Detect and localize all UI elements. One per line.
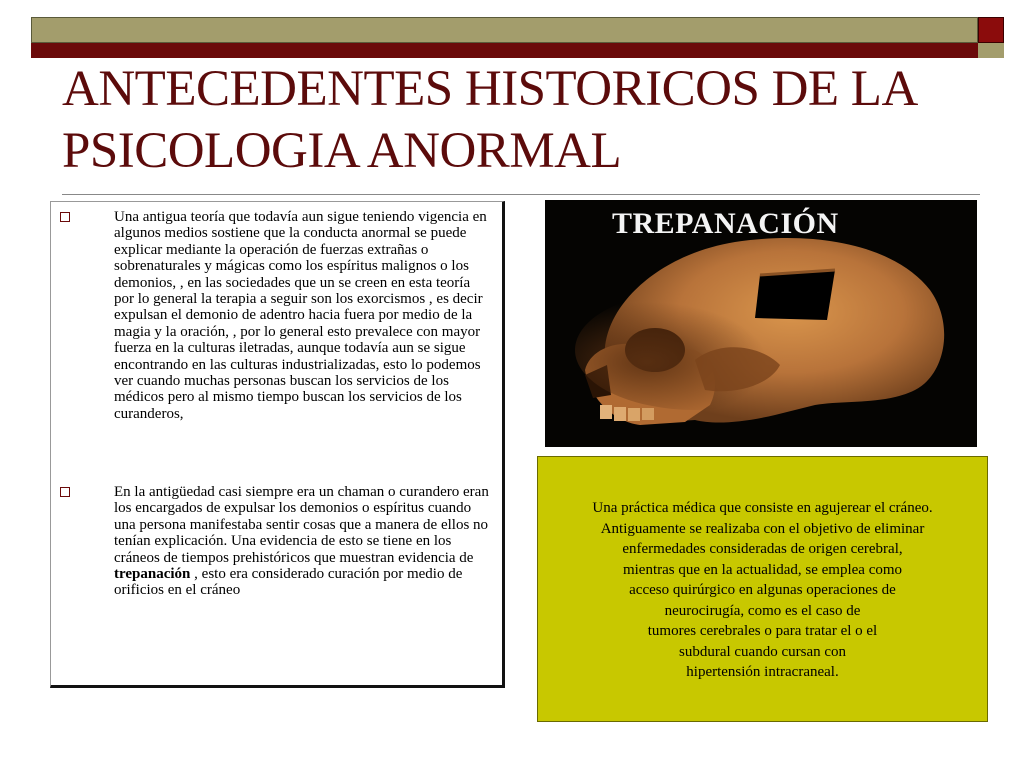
definition-line: tumores cerebrales o para tratar el o el: [647, 623, 878, 639]
trepanation-term: trepanación: [114, 566, 191, 583]
slide-title: ANTECEDENTES HISTORICOS DE LA PSICOLOGIA ANORMAL: [62, 61, 915, 179]
title-divider: [62, 194, 980, 195]
definition-text: [537, 498, 988, 683]
definition-line: subdural cuando cursan con: [678, 643, 847, 660]
definition-line: Una práctica médica que consiste en agujerear el cráneo.: [592, 500, 933, 516]
paragraph-shaman-text-end: , esto era considerado curación por medio de orificios en el cráneo: [114, 566, 463, 599]
definition-line: neurocirugía, como es el caso de: [664, 602, 861, 619]
corner-square-olive: [978, 43, 1004, 58]
paragraph-shaman-text: En la antigüedad casi siempre era un chaman o curandero eran los encargados de expulsar los demonios o espíritus cuando una persona manifestaba sentir cosas que a manera de ellos no tenían explicación. Una evidencia de esto se tiene en los cráneos de tiempos prehistóricos que muestran evidencia de: [114, 484, 489, 566]
corner-square-maroon: [978, 17, 1004, 43]
bullet-icon: [60, 487, 70, 497]
bullet-icon: [60, 212, 70, 222]
definition-line: Antiguamente se realizaba con el objetivo de eliminar: [600, 520, 925, 537]
definition-line: mientras que en la actualidad, se emplea como: [622, 561, 903, 578]
header-bar-maroon: [31, 43, 978, 58]
trepanation-label: TREPANACIÓN: [612, 207, 839, 240]
definition-line: acceso quirúrgico en algunas operaciones de: [629, 582, 896, 598]
paragraph-shaman: [114, 484, 492, 599]
definition-line: hipertensión intracraneal.: [686, 664, 839, 680]
definition-line: enfermedades consideradas de origen cerebral,: [622, 541, 903, 557]
paragraph-ancient-theory: Una antigua teoría que todavía aun sigue teniendo vigencia en algunos medios sostiene que la conducta anormal se puede explicar mediante la operación de fuerzas extrañas o sobrenaturales y mágicas como los espíritus malignos o los demonios, , en las sociedades que un se creen en esta teoría por lo general la terapia a seguir son los exorcismos , es decir expulsan el demonio de adentro hacia fuera por medio de la magia y la oración, , por lo general esto prevalece con mayor fuerza en la culturas iletradas, aunque todavía aun se sigue encontrando en las culturas industrializadas, esto lo podemos ver cuando muchas personas buscan los servicios de los médicos pero al mismo tiempo buscan los servicios de los curanderos,: [114, 209, 487, 422]
header-bar-olive: [31, 17, 978, 43]
